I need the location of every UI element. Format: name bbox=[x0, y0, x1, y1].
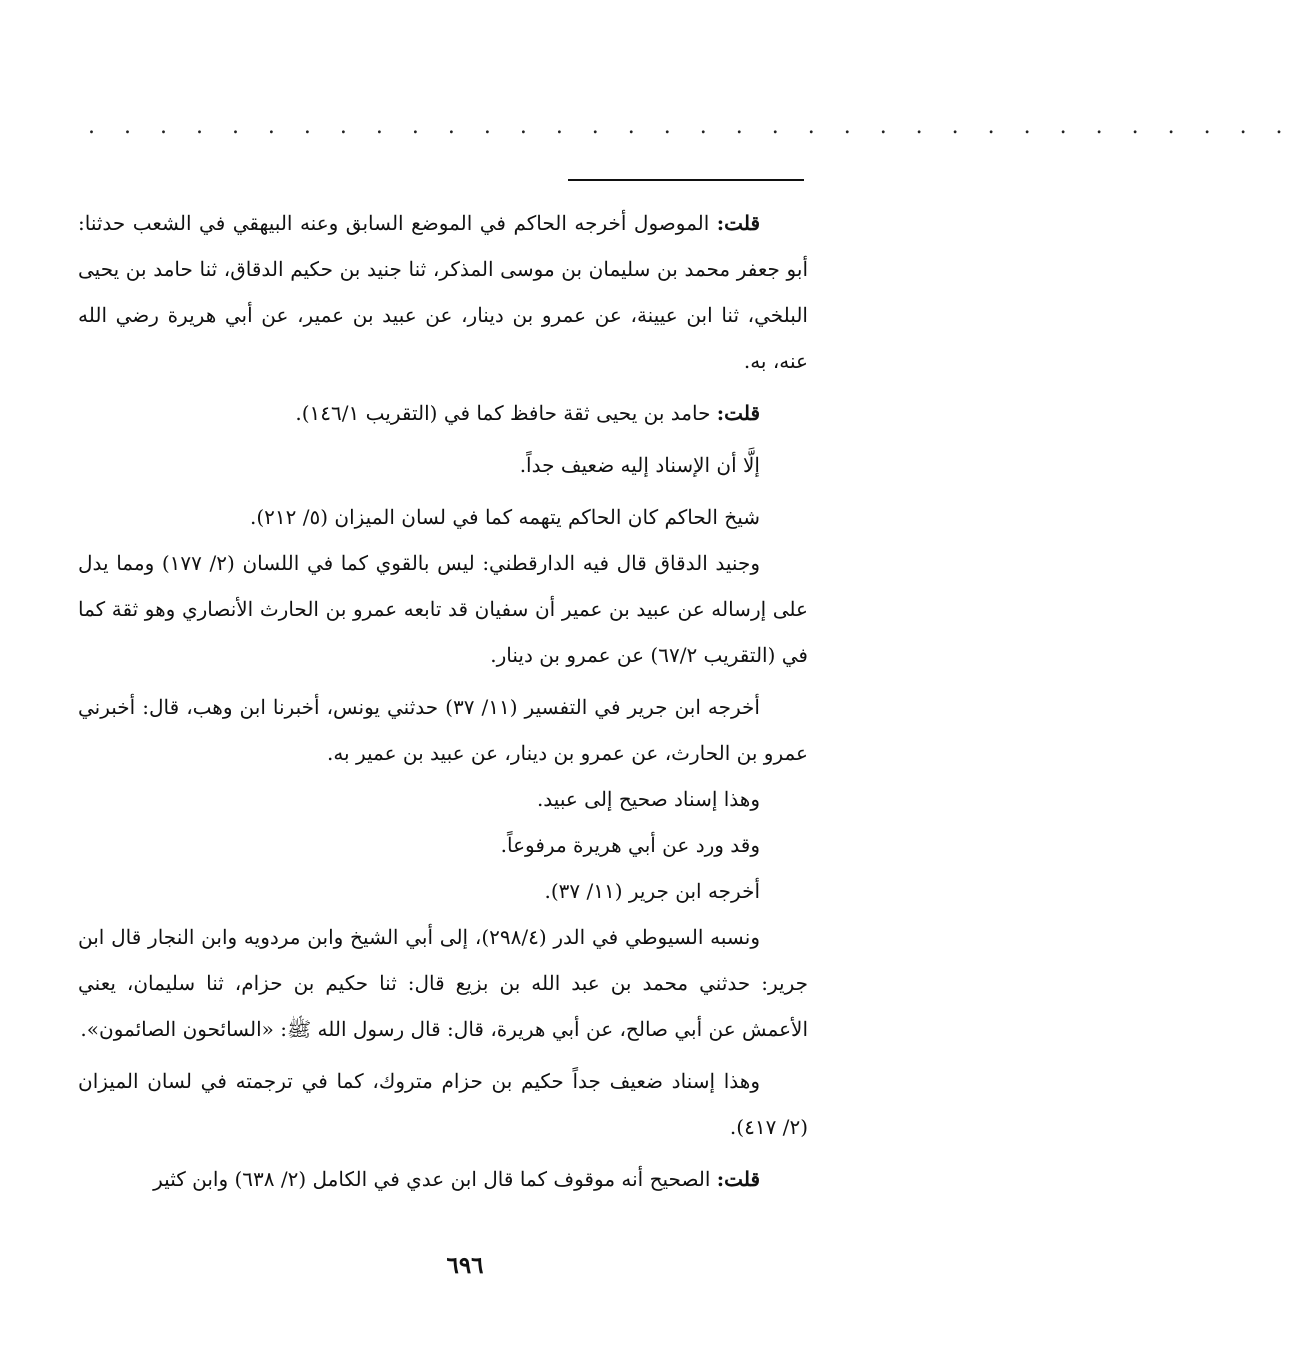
paragraph-text: وهذا إسناد ضعيف جداً حكيم بن حزام متروك، كما في ترجمته في لسان الميزان (٢/ ٤١٧). bbox=[78, 1069, 808, 1139]
paragraph-text: وجنيد الدقاق قال فيه الدارقطني: ليس بالقوي كما في اللسان (٢/ ١٧٧) ومما يدل على إرساله عن عبيد بن عمير أن سفيان قد تابعه عمرو بن الحارث الأنصاري وهو ثقة كما في (التقريب ٦٧/٢) عن عمرو بن دينار. bbox=[78, 551, 808, 667]
paragraph bbox=[78, 1058, 808, 1150]
paragraph-text: الصحيح أنه موقوف كما قال ابن عدي في الكامل (٢/ ٦٣٨) وابن كثير bbox=[153, 1167, 717, 1191]
paragraph-text: أخرجه ابن جرير في التفسير (١١/ ٣٧) حدثني يونس، أخبرنا ابن وهب، قال: أخبرني عمرو بن الحارث، عن عمرو بن دينار، عن عبيد بن عمير به. bbox=[78, 695, 808, 765]
page-number: ٦٩٦ bbox=[446, 1252, 484, 1279]
paragraph bbox=[78, 822, 808, 868]
paragraph bbox=[78, 442, 808, 488]
paragraph-text: شيخ الحاكم كان الحاكم يتهمه كما في لسان الميزان (٥/ ٢١٢). bbox=[249, 505, 760, 529]
paragraph bbox=[78, 776, 808, 822]
paragraph-lead: قلت: bbox=[716, 1167, 760, 1191]
paragraph-text: أخرجه ابن جرير (١١/ ٣٧). bbox=[544, 879, 760, 903]
paragraph-text: ونسبه السيوطي في الدر (٢٩٨/٤)، إلى أبي الشيخ وابن مردويه وابن النجار قال ابن جرير: حدثني محمد بن عبد الله بن بزيع قال: ثنا حكيم بن حزام، ثنا سليمان، يعني الأعمش عن أبي صالح، عن أبي هريرة، قال: قال رسول الله ﷺ: «السائحون الصائمون». bbox=[78, 925, 808, 1041]
paragraph-lead: قلت: bbox=[716, 211, 760, 235]
paragraph bbox=[78, 868, 808, 914]
paragraph-lead: قلت: bbox=[716, 401, 760, 425]
paragraph-text: وهذا إسناد صحيح إلى عبيد. bbox=[536, 787, 760, 811]
paragraph bbox=[78, 200, 808, 384]
paragraph bbox=[78, 684, 808, 776]
paragraph-text: الموصول أخرجه الحاكم في الموضع السابق وعنه البيهقي في الشعب حدثنا: أبو جعفر محمد بن سليمان بن موسى المذكر، ثنا جنيد بن حكيم الدقاق، ثنا حامد بن يحيى البلخي، ثنا ابن عيينة، عن عمرو بن دينار، عن عبيد بن عمير، عن أبي هريرة رضي الله عنه، به. bbox=[78, 211, 808, 373]
paragraph-text: وقد ورد عن أبي هريرة مرفوعاً. bbox=[500, 833, 760, 857]
paragraph-text: إلَّا أن الإسناد إليه ضعيف جداً. bbox=[519, 453, 760, 477]
paragraph bbox=[78, 540, 808, 678]
paragraph bbox=[78, 494, 808, 540]
paragraph bbox=[78, 390, 808, 436]
paragraph-text: حامد بن يحيى ثقة حافظ كما في (التقريب ١٤٦/١). bbox=[295, 401, 717, 425]
separator-dots: . . . . . . . . . . . . . . . . . . . . . . . . . . . . . . . . . . bbox=[88, 114, 1294, 139]
paragraph bbox=[78, 914, 808, 1052]
footnote-rule bbox=[568, 179, 804, 181]
paragraph bbox=[78, 1156, 808, 1202]
body-text bbox=[78, 200, 808, 1202]
